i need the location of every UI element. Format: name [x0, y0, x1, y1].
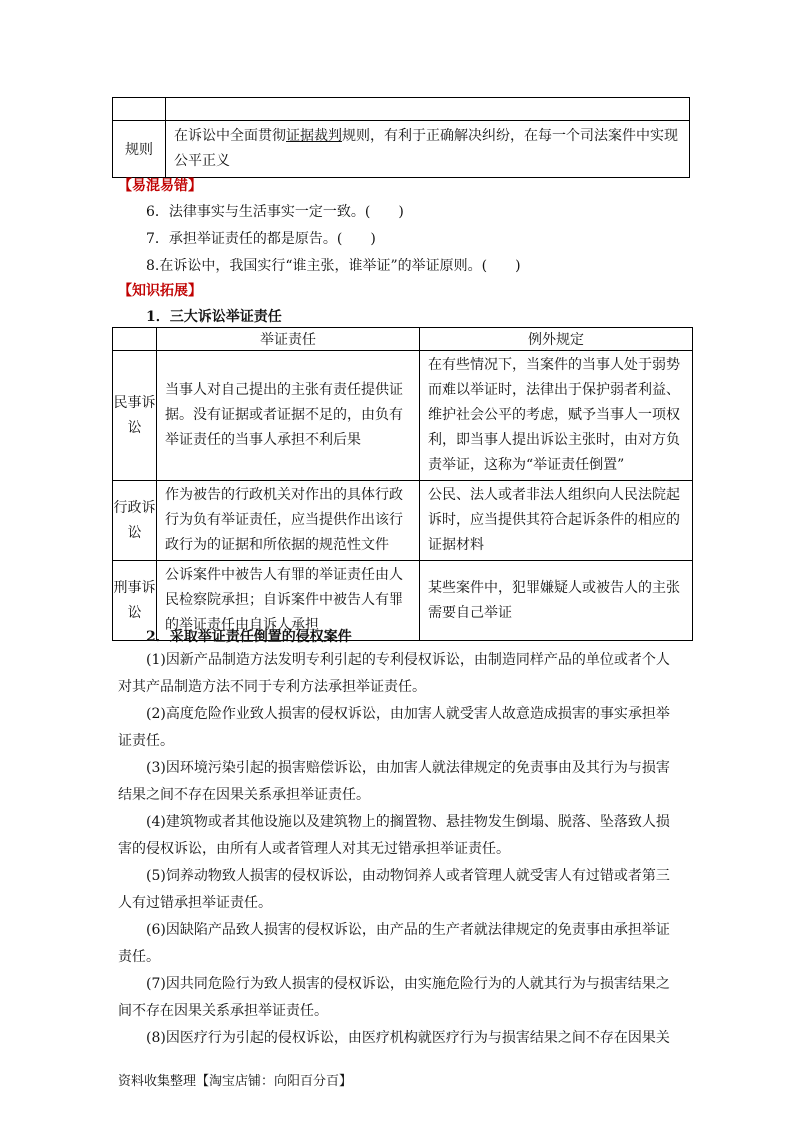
- rule-table: [112, 97, 690, 178]
- table-row: [113, 481, 693, 561]
- case-paragraph: (2)高度危险作业致人损害的侵权诉讼，由加害人就受害人故意造成损害的事实承担举证责任。: [118, 706, 670, 749]
- rule-text-after: 规则，有利于正确解决纠纷，在每一个司法案件中实现公平正义: [174, 128, 678, 169]
- table-row: [113, 351, 693, 481]
- rule-text-underlined: 证据裁判: [286, 128, 342, 144]
- header-cell: 例外规定: [420, 328, 693, 351]
- header-cell: 举证责任: [157, 328, 420, 351]
- section1-title: 1．三大诉讼举证责任: [146, 309, 282, 325]
- case-paragraph: (8)因医疗行为引起的侵权诉讼，由医疗机构就医疗行为与损害结果之间不存在因果关: [146, 1030, 670, 1046]
- row-burden: 公诉案件中被告人有罪的举证责任由人民检察院承担；自诉案件中被告人有罪的举证责任由自诉人承担: [157, 561, 420, 641]
- case-paragraph: (3)因环境污染引起的损害赔偿诉讼，由加害人就法律规定的免责事由及其行为与损害结果之间不存在因果关系承担举证责任。: [118, 760, 670, 803]
- rule-text-before: 在诉讼中全面贯彻: [174, 128, 286, 144]
- row-category: 民事诉讼: [113, 351, 157, 481]
- empty-cell: [166, 98, 690, 121]
- confusion-item: 8.在诉讼中，我国实行“谁主张，谁举证”的举证原则。( ): [146, 258, 521, 274]
- header-cell: [113, 328, 157, 351]
- confusion-heading: 【易混易错】: [118, 178, 202, 194]
- extension-heading: 【知识拓展】: [118, 283, 202, 299]
- table-header-row: [113, 328, 693, 351]
- row-exception: 某些案件中，犯罪嫌疑人或被告人的主张需要自己举证: [420, 561, 693, 641]
- rule-text: [166, 121, 690, 178]
- footer-text: 资料收集整理【淘宝店铺：向阳百分百】: [118, 1074, 353, 1089]
- case-paragraph: (4)建筑物或者其他设施以及建筑物上的搁置物、悬挂物发生倒塌、脱落、坠落致人损害的侵权诉讼，由所有人或者管理人对其无过错承担举证责任。: [118, 814, 670, 857]
- case-paragraph: (7)因共同危险行为致人损害的侵权诉讼，由实施危险行为的人就其行为与损害结果之间不存在因果关系承担举证责任。: [118, 976, 670, 1019]
- row-burden: 当事人对自己提出的主张有责任提供证据。没有证据或者证据不足的，由负有举证责任的当事人承担不利后果: [157, 351, 420, 481]
- row-category: 行政诉讼: [113, 481, 157, 561]
- row-burden: 作为被告的行政机关对作出的具体行政行为负有举证责任，应当提供作出该行政行为的证据和所依据的规范性文件: [157, 481, 420, 561]
- burden-table: [112, 327, 693, 641]
- empty-cell: [113, 98, 166, 121]
- rule-label: 规则: [113, 121, 166, 178]
- case-paragraph: (6)因缺陷产品致人损害的侵权诉讼，由产品的生产者就法律规定的免责事由承担举证责任。: [118, 922, 670, 965]
- row-exception: 在有些情况下，当案件的当事人处于弱势而难以举证时，法律出于保护弱者利益、维护社会公平的考虑，赋予当事人一项权利，即当事人提出诉讼主张时，由对方负责举证，这称为“举证责任倒置”: [420, 351, 693, 481]
- case-paragraph: (1)因新产品制造方法发明专利引起的专利侵权诉讼，由制造同样产品的单位或者个人对其产品制造方法不同于专利方法承担举证责任。: [118, 652, 670, 695]
- confusion-item: 6．法律事实与生活事实一定一致。( ): [146, 204, 404, 220]
- confusion-item: 7．承担举证责任的都是原告。( ): [146, 231, 376, 247]
- row-exception: 公民、法人或者非法人组织向人民法院起诉时，应当提供其符合起诉条件的相应的证据材料: [420, 481, 693, 561]
- section2-title: 2．采取举证责任倒置的侵权案件: [146, 629, 352, 645]
- row-category: 刑事诉讼: [113, 561, 157, 641]
- case-paragraph: (5)饲养动物致人损害的侵权诉讼，由动物饲养人或者管理人就受害人有过错或者第三人有过错承担举证责任。: [118, 868, 670, 911]
